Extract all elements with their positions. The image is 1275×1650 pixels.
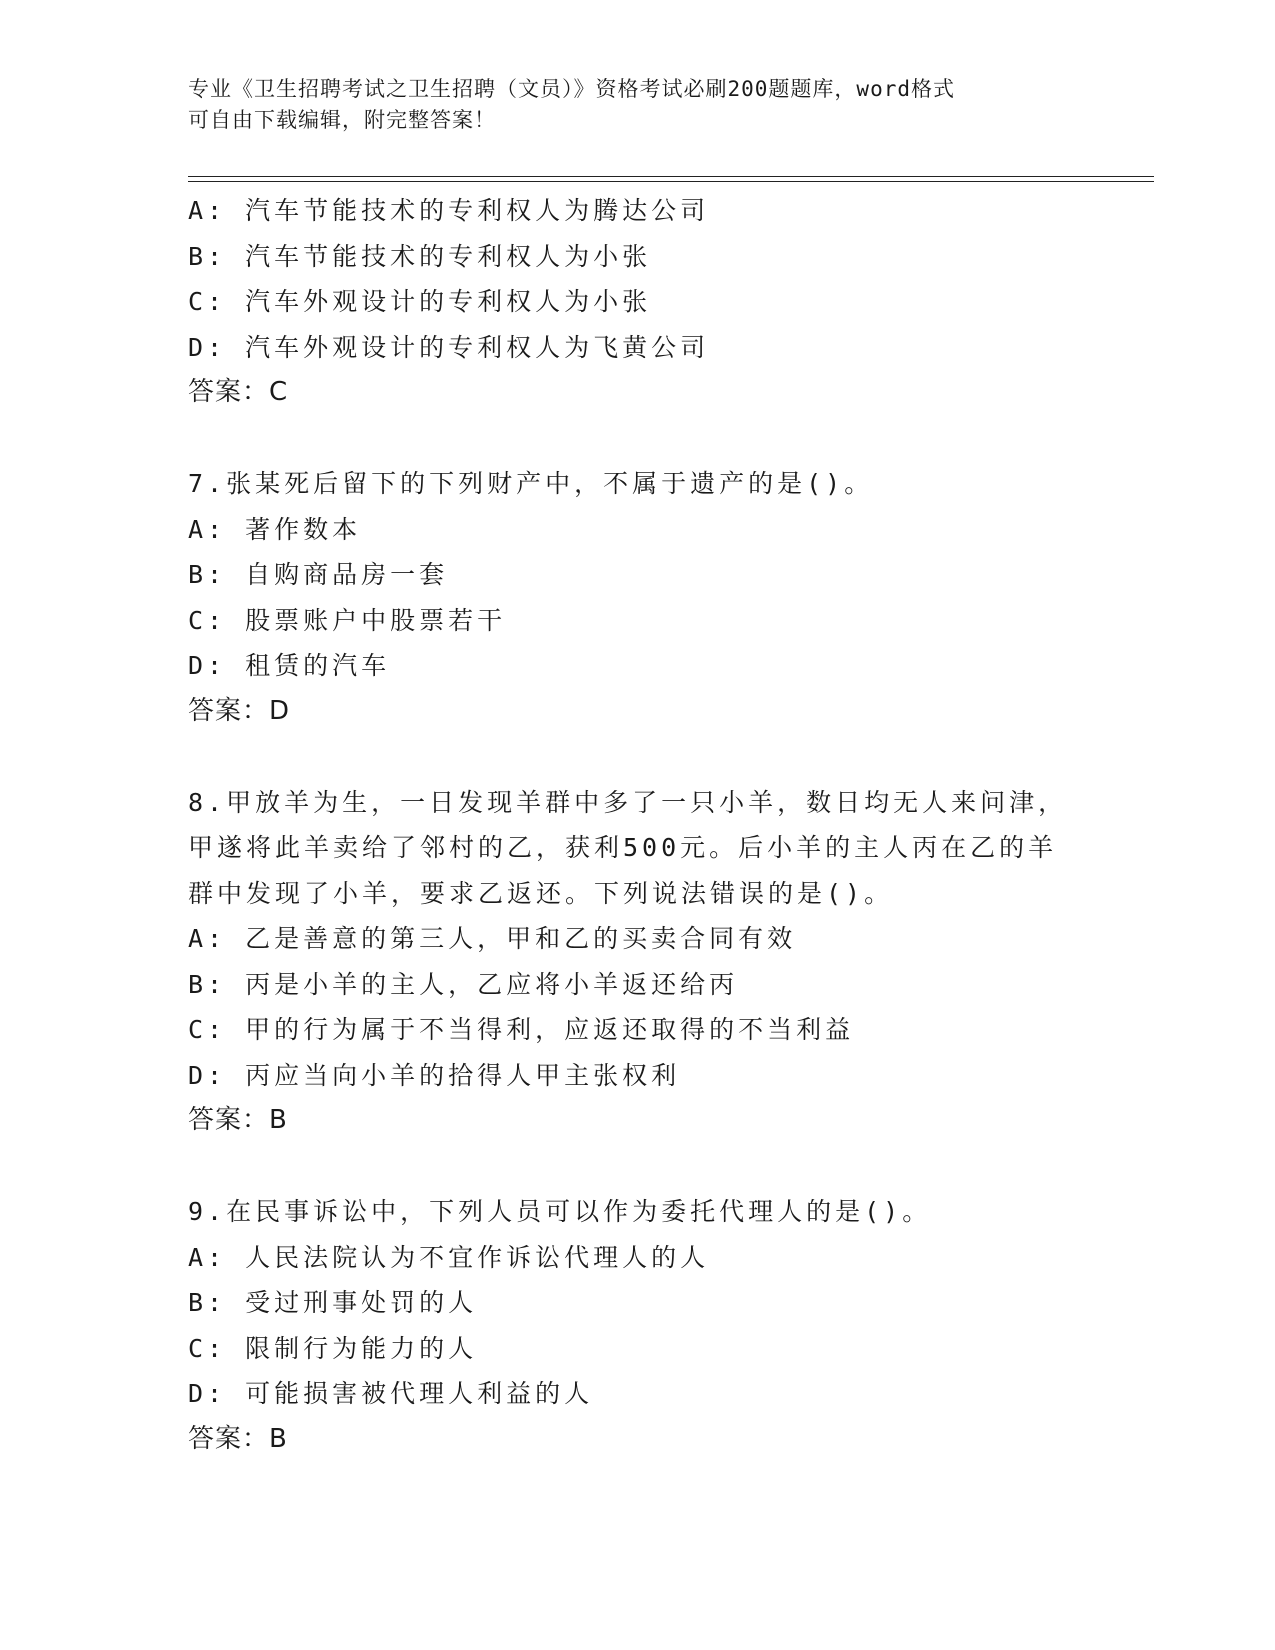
option-a: A: 著作数本 <box>188 514 362 544</box>
answer-line: 答案：B <box>188 1423 288 1454</box>
option-c: C: 限制行为能力的人 <box>188 1333 478 1363</box>
answer-line: 答案：D <box>188 695 291 726</box>
option-d: D: 租赁的汽车 <box>188 651 391 680</box>
option-a: A: 乙是善意的第三人，甲和乙的买卖合同有效 <box>188 924 797 953</box>
question-text: 群中发现了小羊，要求乙返还。下列说法错误的是()。 <box>188 878 894 908</box>
header-divider-top <box>188 176 1154 177</box>
option-c: C: 汽车外观设计的专利权人为小张 <box>188 287 652 316</box>
option-b: B: 受过刑事处罚的人 <box>188 1288 478 1317</box>
question-text: 9.在民事诉讼中，下列人员可以作为委托代理人的是()。 <box>188 1197 932 1226</box>
answer-line: 答案：B <box>188 1105 288 1135</box>
question-list <box>188 188 1148 1462</box>
option-a: A: 汽车节能技术的专利权人为腾达公司 <box>188 196 710 225</box>
question-block-8 <box>188 780 1148 1144</box>
header-title-line-2: 可自由下载编辑，附完整答案！ <box>188 108 496 132</box>
question-text: 甲遂将此羊卖给了邻村的乙，获利500元。后小羊的主人丙在乙的羊 <box>188 833 1058 862</box>
question-text: 7.张某死后留下的下列财产中，不属于遗产的是()。 <box>188 469 874 498</box>
block-spacer <box>188 416 1148 462</box>
block-spacer <box>188 734 1148 780</box>
option-d: D: 汽车外观设计的专利权人为飞黄公司 <box>188 332 710 362</box>
option-c: C: 股票账户中股票若干 <box>188 605 507 635</box>
question-text: 8.甲放羊为生，一日发现羊群中多了一只小羊，数日均无人来问津， <box>188 787 1068 817</box>
question-block-6 <box>188 188 1148 416</box>
question-block-7 <box>188 461 1148 734</box>
option-b: B: 汽车节能技术的专利权人为小张 <box>188 241 652 271</box>
question-block-9 <box>188 1189 1148 1462</box>
option-d: D: 可能损害被代理人利益的人 <box>188 1379 594 1408</box>
header-title-line-1: 专业《卫生招聘考试之卫生招聘（文员）》资格考试必刷200题题库，word格式 <box>188 77 955 101</box>
option-d: D: 丙应当向小羊的拾得人甲主张权利 <box>188 1060 681 1090</box>
answer-line: 答案：C <box>188 377 289 407</box>
block-spacer <box>188 1144 1148 1190</box>
option-b: B: 自购商品房一套 <box>188 560 449 589</box>
option-c: C: 甲的行为属于不当得利，应返还取得的不当利益 <box>188 1015 855 1044</box>
option-b: B: 丙是小羊的主人，乙应将小羊返还给丙 <box>188 969 739 999</box>
header-divider-bottom <box>188 181 1154 182</box>
document-header <box>188 74 1088 136</box>
option-a: A: 人民法院认为不宜作诉讼代理人的人 <box>188 1242 710 1272</box>
